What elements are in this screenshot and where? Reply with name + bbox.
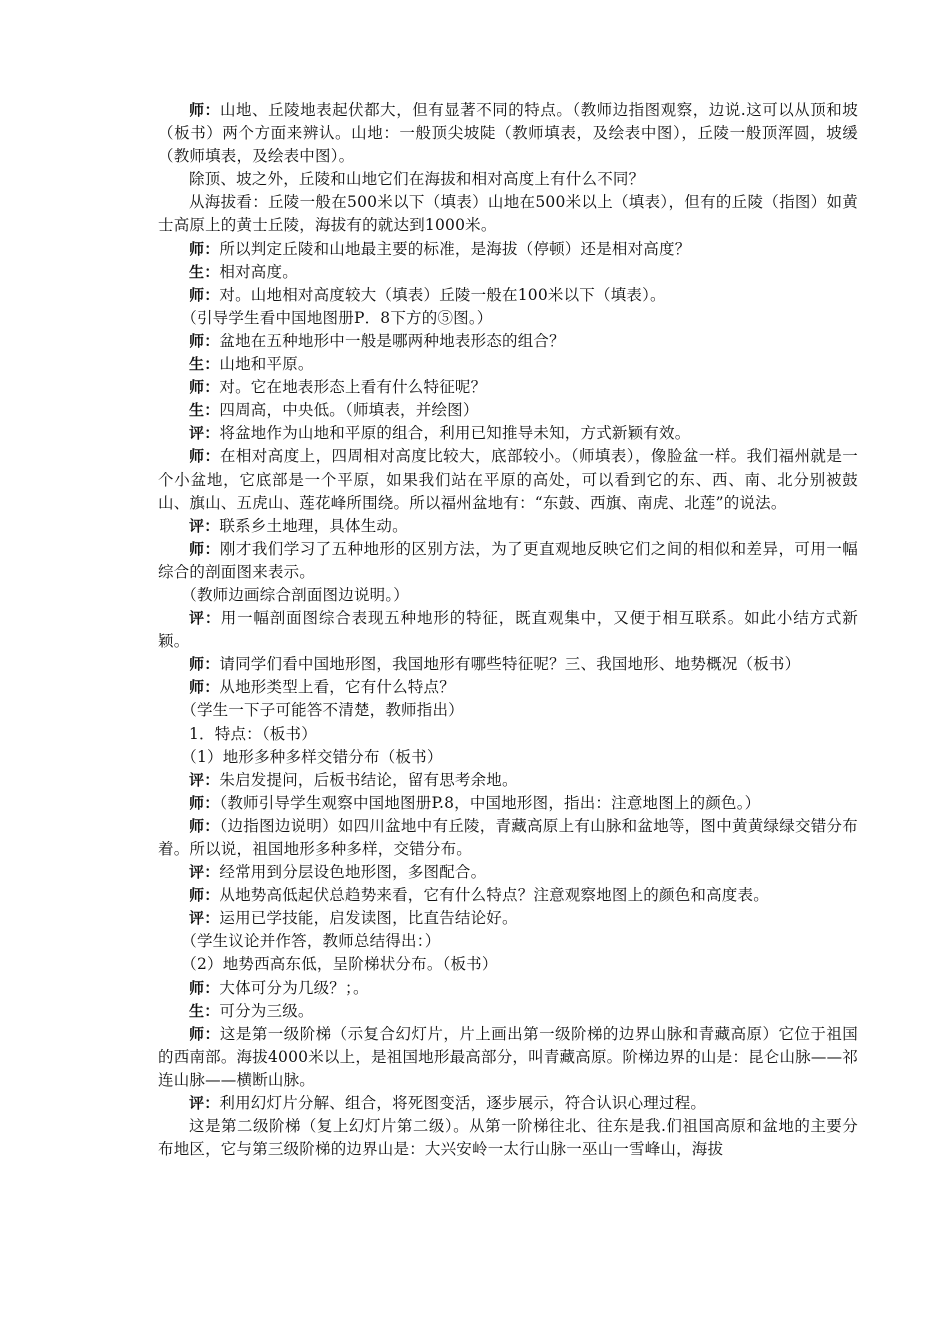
speaker-label: 师： bbox=[189, 793, 220, 812]
paragraph-text: （学生议论并作答，教师总结得出：） bbox=[181, 932, 441, 951]
paragraph bbox=[158, 1023, 858, 1092]
paragraph bbox=[158, 1092, 858, 1115]
paragraph bbox=[158, 330, 858, 353]
paragraph bbox=[158, 1000, 858, 1023]
speaker-label: 师： bbox=[189, 886, 220, 905]
paragraph bbox=[158, 861, 858, 884]
paragraph bbox=[158, 676, 858, 699]
paragraph bbox=[158, 792, 858, 815]
paragraph bbox=[158, 99, 858, 168]
paragraph bbox=[158, 977, 858, 1000]
paragraph bbox=[158, 1115, 858, 1161]
paragraph-text: 这是第二级阶梯（复上幻灯片第二级）。从第一阶梯往北、往东是我.们祖国高原和盆地的主要分布地区，它与第三级阶梯的边界山是：大兴安岭一太行山脉一巫山一雪峰山，海拔 bbox=[158, 1117, 858, 1159]
speaker-label: 师： bbox=[189, 285, 220, 304]
paragraph bbox=[158, 538, 858, 584]
speaker-label: 评： bbox=[189, 770, 220, 789]
speaker-label: 生： bbox=[189, 262, 220, 281]
paragraph-text: （边指图边说明）如四川盆地中有丘陵，青藏高原上有山脉和盆地等，图中黄黄绿绿交错分布着。所以说，祖国地形多种多样，交错分布。 bbox=[158, 816, 858, 858]
paragraph bbox=[158, 699, 858, 722]
paragraph-text: 可分为三级。 bbox=[219, 1001, 314, 1020]
paragraph-text: 山地和平原。 bbox=[219, 355, 314, 374]
paragraph-text: 这是第一级阶梯（示复合幻灯片，片上画出第一级阶梯的边界山脉和青藏高原）它位于祖国的西南部。海拔4000米以上，是祖国地形最高部分，叫青藏高原。阶梯边界的山是：昆仑山脉——祁连山脉——横断山脉。 bbox=[158, 1024, 858, 1089]
paragraph bbox=[158, 769, 858, 792]
speaker-label: 生： bbox=[189, 1001, 220, 1020]
paragraph-text: 所以判定丘陵和山地最主要的标准，是海拔（停顿）还是相对高度？ bbox=[219, 239, 691, 258]
paragraph bbox=[158, 422, 858, 445]
speaker-label: 评： bbox=[189, 909, 220, 928]
paragraph bbox=[158, 953, 858, 976]
paragraph-text: 在相对高度上，四周相对高度比较大，底部较小。（师填表），像脸盆一样。我们福州就是一个小盆地，它底部是一个平原，如果我们站在平原的高处，可以看到它的东、西、南、北分别被鼓山、旗山、五虎山、莲花峰所围绕。所以福州盆地有：“东鼓、西旗、南虎、北莲”的说法。 bbox=[158, 447, 859, 512]
speaker-label: 师： bbox=[189, 447, 220, 466]
paragraph bbox=[158, 815, 858, 861]
paragraph-text: 从海拔看：丘陵一般在500米以下（填表）山地在500米以上（填表），但有的丘陵（指图）如黄士高原上的黄士丘陵，海拔有的就达到1000米。 bbox=[158, 193, 858, 235]
paragraph bbox=[158, 376, 858, 399]
paragraph bbox=[158, 884, 858, 907]
paragraph-text: 1．特点：（板书） bbox=[189, 724, 317, 743]
paragraph bbox=[158, 261, 858, 284]
speaker-label: 师： bbox=[189, 239, 220, 258]
paragraph bbox=[158, 191, 858, 237]
paragraph-text: 对。山地相对高度较大（填表）丘陵一般在100米以下（填表）。 bbox=[219, 285, 666, 304]
paragraph-text: 请同学们看中国地形图，我国地形有哪些特征呢？三、我国地形、地势概况（板书） bbox=[219, 655, 801, 674]
speaker-label: 师： bbox=[189, 978, 220, 997]
paragraph bbox=[158, 723, 858, 746]
paragraph bbox=[158, 907, 858, 930]
paragraph bbox=[158, 399, 858, 422]
paragraph-text: （教师引导学生观察中国地图册P.8，中国地形图，指出：注意地图上的颜色。） bbox=[219, 793, 761, 812]
paragraph-text: （1）地形多种多样交错分布（板书） bbox=[181, 747, 443, 766]
paragraph-text: 除顶、坡之外，丘陵和山地它们在海拔和相对高度上有什么不同？ bbox=[189, 170, 645, 189]
paragraph bbox=[158, 353, 858, 376]
paragraph bbox=[158, 653, 858, 676]
speaker-label: 师： bbox=[189, 539, 220, 558]
paragraph bbox=[158, 930, 858, 953]
speaker-label: 师： bbox=[189, 378, 220, 397]
speaker-label: 评： bbox=[189, 609, 221, 628]
paragraph-text: 盆地在五种地形中一般是哪两种地表形态的组合？ bbox=[219, 331, 565, 350]
paragraph bbox=[158, 746, 858, 769]
speaker-label: 师： bbox=[189, 1024, 220, 1043]
speaker-label: 师： bbox=[189, 816, 220, 835]
paragraph-text: （教师边画综合剖面图边说明。） bbox=[181, 585, 410, 604]
speaker-label: 生： bbox=[189, 355, 220, 374]
paragraph-text: （2）地势西高东低，呈阶梯状分布。（板书） bbox=[181, 955, 498, 974]
speaker-label: 师： bbox=[189, 101, 221, 119]
speaker-label: 生： bbox=[189, 401, 220, 420]
document-page bbox=[158, 99, 858, 1161]
speaker-label: 评： bbox=[189, 1094, 220, 1113]
paragraph-text: 用一幅剖面图综合表现五种地形的特征，既直观集中，又便于相互联系。如此小结方式新颖。 bbox=[158, 609, 858, 651]
paragraph-text: （引导学生看中国地图册P．8下方的⑤图。） bbox=[181, 308, 493, 327]
speaker-label: 师： bbox=[189, 678, 220, 697]
paragraph-text: 运用已学技能，启发读图，比直告结论好。 bbox=[219, 909, 518, 928]
speaker-label: 师： bbox=[189, 655, 220, 674]
paragraph bbox=[158, 307, 858, 330]
paragraph bbox=[158, 445, 858, 514]
paragraph bbox=[158, 168, 858, 191]
speaker-label: 评： bbox=[189, 863, 220, 882]
paragraph-text: 对。它在地表形态上看有什么特征呢？ bbox=[219, 378, 487, 397]
paragraph bbox=[158, 584, 858, 607]
speaker-label: 评： bbox=[189, 424, 220, 443]
paragraph bbox=[158, 607, 858, 653]
paragraph bbox=[158, 284, 858, 307]
paragraph-text: 经常用到分层设色地形图，多图配合。 bbox=[219, 863, 487, 882]
paragraph-text: 刚才我们学习了五种地形的区别方法，为了更直观地反映它们之间的相似和差异，可用一幅综合的剖面图来表示。 bbox=[158, 539, 858, 581]
paragraph-text: 联系乡土地理，具体生动。 bbox=[219, 516, 408, 535]
paragraph-text: 四周高，中央低。（师填表，并绘图） bbox=[219, 401, 479, 420]
paragraph-text: 从地势高低起伏总趋势来看，它有什么特点？注意观察地图上的颜色和高度表。 bbox=[219, 886, 769, 905]
speaker-label: 评： bbox=[189, 516, 220, 535]
paragraph-text: 利用幻灯片分解、组合，将死图变活，逐步展示，符合认识心理过程。 bbox=[219, 1094, 707, 1113]
paragraph-text: （学生一下子可能答不清楚，教师指出） bbox=[181, 701, 464, 720]
speaker-label: 师： bbox=[189, 331, 220, 350]
paragraph-text: 大体可分为几级？；。 bbox=[219, 978, 369, 997]
paragraph bbox=[158, 238, 858, 261]
paragraph-text: 朱启发提问，后板书结论，留有思考余地。 bbox=[219, 770, 518, 789]
paragraph-text: 从地形类型上看，它有什么特点？ bbox=[219, 678, 455, 697]
paragraph-text: 将盆地作为山地和平原的组合，利用已知推导未知，方式新颖有效。 bbox=[219, 424, 691, 443]
paragraph-text: 相对高度。 bbox=[219, 262, 298, 281]
paragraph-text: 山地、丘陵地表起伏都大，但有显著不同的特点。（教师边指图观察，边说.这可以从顶和坡（板书）两个方面来辨认。山地：一般顶尖坡陡（教师填表，及绘表中图），丘陵一般顶浑圆，坡缓（教师填表，及绘表中图）。 bbox=[158, 101, 858, 166]
paragraph bbox=[158, 515, 858, 538]
